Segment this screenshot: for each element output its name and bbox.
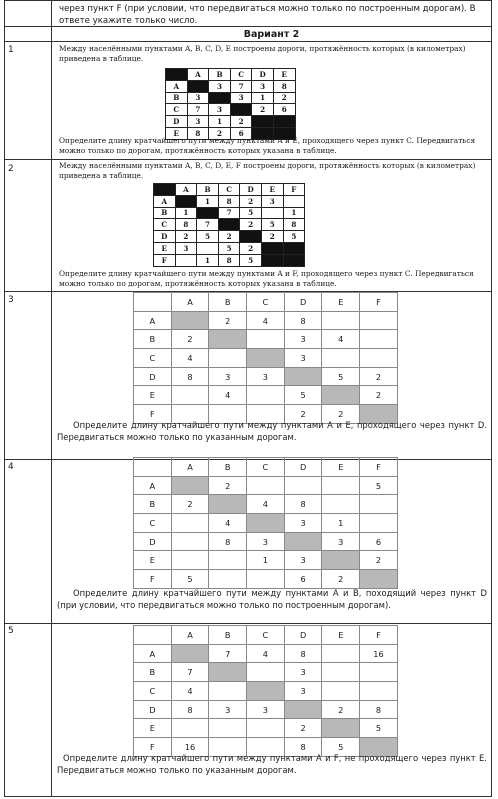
diagonal-cell — [171, 476, 209, 495]
column-header: C — [247, 293, 285, 312]
distance-cell — [209, 570, 247, 589]
row-header: E — [134, 386, 172, 405]
task-number: 1 — [8, 45, 14, 55]
diagonal-cell — [171, 644, 209, 663]
distance-cell: 7 — [171, 663, 209, 682]
distance-cell: 7 — [230, 80, 252, 92]
distance-cell: 2 — [261, 231, 283, 243]
distance-cell: 8 — [360, 700, 398, 719]
row-header: D — [134, 700, 172, 719]
row-header: A — [166, 80, 188, 92]
diagonal-cell — [230, 104, 252, 116]
distance-cell — [360, 311, 398, 330]
distance-cell — [322, 349, 360, 368]
distance-cell: 2 — [252, 104, 274, 116]
task-question: Определите длину кратчайшего пути между пунктами A и F, не проходящего через пункт E. Передвигаться можно только по указанным дорогам. — [57, 753, 487, 775]
distance-cell: 2 — [360, 386, 398, 405]
distance-cell: 3 — [284, 551, 322, 570]
distance-cell: 1 — [283, 207, 305, 219]
table-row — [154, 219, 305, 231]
table-corner-cell — [166, 69, 188, 81]
number-column-divider — [51, 1, 52, 796]
distance-cell: 1 — [322, 514, 360, 533]
diagonal-cell — [209, 495, 247, 514]
column-header: A — [171, 458, 209, 477]
distance-cell: 2 — [360, 551, 398, 570]
distance-cell: 2 — [171, 495, 209, 514]
distance-cell: 8 — [218, 254, 240, 266]
distance-cell: 6 — [273, 104, 295, 116]
distance-cell: 16 — [171, 738, 209, 757]
task-intro: Между населёнными пунктами A, B, C, D, E построены дороги, протяжённость которых (в километрах) приведена в таблице. — [59, 44, 466, 63]
row-header: E — [134, 551, 172, 570]
distance-cell — [247, 330, 285, 349]
row-divider — [5, 159, 491, 160]
distance-cell: 4 — [247, 495, 285, 514]
table-corner-cell — [134, 458, 172, 477]
distance-cell: 4 — [171, 682, 209, 701]
distance-cell: 8 — [284, 738, 322, 757]
task-intro: Между населёнными пунктами A, B, C, D, E, F построены дороги, протяжённость которых (в километрах) приведена в таблице. — [59, 161, 476, 180]
task-number: 5 — [8, 626, 14, 636]
row-header: C — [154, 219, 176, 231]
diagonal-cell — [247, 349, 285, 368]
table-row — [154, 231, 305, 243]
distance-cell — [247, 476, 285, 495]
row-divider — [5, 41, 491, 42]
diagonal-cell — [252, 116, 274, 128]
distance-cell: 3 — [261, 195, 283, 207]
diagonal-cell — [209, 330, 247, 349]
table-row — [134, 514, 398, 533]
column-header: E — [273, 69, 295, 81]
distance-cell: 3 — [284, 349, 322, 368]
table-row — [134, 663, 398, 682]
table-row — [166, 80, 296, 92]
distance-cell: 3 — [187, 116, 209, 128]
distance-cell: 8 — [209, 532, 247, 551]
diagonal-cell — [171, 311, 209, 330]
distance-cell: 6 — [284, 570, 322, 589]
distance-cell: 5 — [218, 242, 240, 254]
distance-cell — [171, 386, 209, 405]
diagonal-cell — [322, 386, 360, 405]
distance-cell: 2 — [171, 330, 209, 349]
distance-cell — [175, 254, 197, 266]
distance-cell: 2 — [322, 700, 360, 719]
task-question: Определите длину кратчайшего пути между пунктами A и B, походящий через пункт D (при условии, что передвигаться можно только по построенным дорогам). — [57, 588, 487, 610]
task-question: Определите длину кратчайшего пути между пунктами A и F, проходящего через пункт C. Передвигаться можно только по дорогам, протяжённость которых указана в таблице. — [59, 269, 474, 288]
distance-cell — [209, 719, 247, 738]
row-header: C — [166, 104, 188, 116]
column-header: D — [252, 69, 274, 81]
distance-table — [133, 457, 398, 589]
distance-cell — [197, 242, 219, 254]
distance-cell — [247, 719, 285, 738]
distance-cell: 2 — [322, 405, 360, 424]
column-header: F — [360, 626, 398, 645]
distance-cell: 3 — [284, 514, 322, 533]
distance-cell: 2 — [360, 367, 398, 386]
distance-cell — [171, 514, 209, 533]
column-header: F — [360, 293, 398, 312]
distance-cell: 1 — [175, 207, 197, 219]
distance-cell — [261, 254, 283, 266]
distance-cell: 8 — [284, 644, 322, 663]
table-row — [166, 92, 296, 104]
row-header: F — [134, 570, 172, 589]
distance-cell: 3 — [175, 242, 197, 254]
distance-cell: 2 — [322, 570, 360, 589]
distance-cell: 7 — [187, 104, 209, 116]
column-header: B — [209, 293, 247, 312]
column-header: C — [247, 626, 285, 645]
column-header: F — [360, 458, 398, 477]
distance-cell — [322, 644, 360, 663]
distance-cell: 4 — [322, 330, 360, 349]
distance-cell: 2 — [230, 116, 252, 128]
previous-task-ending: через пункт F (при условии, что передвигаться можно только по построенным дорогам). В ответе укажите только число. — [59, 4, 476, 26]
distance-cell: 2 — [209, 311, 247, 330]
table-row — [166, 116, 296, 128]
column-header: B — [197, 184, 219, 196]
row-header: B — [166, 92, 188, 104]
distance-cell: 8 — [284, 311, 322, 330]
row-header: A — [134, 311, 172, 330]
distance-cell: 2 — [284, 405, 322, 424]
distance-table — [133, 292, 398, 424]
distance-cell — [360, 495, 398, 514]
table-corner-cell — [134, 293, 172, 312]
diagonal-cell — [283, 254, 305, 266]
distance-cell: 5 — [322, 738, 360, 757]
row-header: B — [134, 495, 172, 514]
table-row — [134, 682, 398, 701]
diagonal-cell — [284, 367, 322, 386]
distance-cell: 7 — [209, 644, 247, 663]
diagonal-cell — [209, 92, 231, 104]
column-header: D — [284, 293, 322, 312]
distance-cell — [247, 386, 285, 405]
column-header: A — [171, 626, 209, 645]
row-header: B — [134, 330, 172, 349]
distance-cell — [171, 551, 209, 570]
column-header: A — [171, 293, 209, 312]
worksheet — [4, 0, 492, 797]
distance-cell — [360, 514, 398, 533]
distance-cell: 8 — [218, 195, 240, 207]
table-row — [154, 195, 305, 207]
table-row — [154, 207, 305, 219]
distance-cell: 3 — [209, 700, 247, 719]
distance-cell — [209, 682, 247, 701]
distance-cell — [322, 311, 360, 330]
task-number: 4 — [8, 462, 14, 472]
table-corner-cell — [134, 626, 172, 645]
distance-cell: 1 — [247, 551, 285, 570]
row-divider — [5, 623, 491, 624]
row-header: E — [154, 242, 176, 254]
diagonal-cell — [322, 551, 360, 570]
distance-cell: 5 — [360, 719, 398, 738]
distance-cell: 5 — [360, 476, 398, 495]
distance-cell: 2 — [240, 219, 262, 231]
distance-cell: 4 — [171, 349, 209, 368]
column-header: C — [218, 184, 240, 196]
distance-cell — [322, 476, 360, 495]
diagonal-cell — [284, 700, 322, 719]
column-header: D — [284, 626, 322, 645]
column-header: F — [283, 184, 305, 196]
column-header: D — [240, 184, 262, 196]
distance-cell: 3 — [247, 367, 285, 386]
diagonal-cell — [247, 682, 285, 701]
distance-cell: 2 — [273, 92, 295, 104]
diagonal-cell — [218, 219, 240, 231]
distance-cell — [360, 663, 398, 682]
diagonal-cell — [240, 231, 262, 243]
distance-cell — [171, 719, 209, 738]
table-row — [134, 700, 398, 719]
table-row — [134, 386, 398, 405]
diagonal-cell — [247, 514, 285, 533]
row-header: C — [134, 514, 172, 533]
distance-cell — [247, 663, 285, 682]
distance-cell: 2 — [218, 231, 240, 243]
diagonal-cell — [197, 207, 219, 219]
distance-cell: 3 — [252, 80, 274, 92]
distance-cell: 1 — [197, 195, 219, 207]
distance-cell: 4 — [209, 514, 247, 533]
table-row — [134, 367, 398, 386]
distance-cell: 3 — [247, 532, 285, 551]
row-header: F — [154, 254, 176, 266]
distance-cell — [283, 242, 305, 254]
distance-cell: 4 — [247, 311, 285, 330]
table-row — [134, 330, 398, 349]
distance-cell: 3 — [209, 367, 247, 386]
table-header-row — [166, 69, 296, 81]
distance-cell — [209, 551, 247, 570]
distance-cell: 2 — [209, 476, 247, 495]
diagonal-cell — [209, 663, 247, 682]
table-row — [134, 719, 398, 738]
distance-cell: 5 — [240, 207, 262, 219]
distance-cell: 6 — [230, 127, 252, 139]
row-header: D — [134, 367, 172, 386]
row-header: B — [134, 663, 172, 682]
table-corner-cell — [154, 184, 176, 196]
distance-cell: 2 — [175, 231, 197, 243]
column-header: C — [247, 458, 285, 477]
distance-cell: 8 — [175, 219, 197, 231]
table-row — [134, 532, 398, 551]
table-header-row — [134, 293, 398, 312]
distance-cell: 3 — [284, 663, 322, 682]
diagonal-cell — [187, 80, 209, 92]
distance-cell: 3 — [230, 92, 252, 104]
row-header: F — [134, 405, 172, 424]
row-header: C — [134, 349, 172, 368]
table-row — [154, 242, 305, 254]
task-question: Определите длину кратчайшего пути между пунктами A и E, проходящего через пункт D. Передвигаться можно только по указанным дорогам. — [57, 420, 487, 442]
table-row — [134, 570, 398, 589]
column-header: E — [261, 184, 283, 196]
column-header: B — [209, 626, 247, 645]
table-header-row — [134, 458, 398, 477]
distance-cell: 8 — [273, 80, 295, 92]
column-header: E — [322, 458, 360, 477]
table-row — [134, 311, 398, 330]
column-header: B — [209, 458, 247, 477]
column-header: B — [209, 69, 231, 81]
distance-cell: 6 — [360, 532, 398, 551]
distance-cell — [322, 682, 360, 701]
row-header: C — [134, 682, 172, 701]
distance-cell: 8 — [171, 700, 209, 719]
distance-cell: 3 — [322, 532, 360, 551]
table-header-row — [154, 184, 305, 196]
distance-table — [153, 183, 305, 267]
table-row — [134, 476, 398, 495]
row-header: A — [154, 195, 176, 207]
diagonal-cell — [322, 719, 360, 738]
table-row — [154, 254, 305, 266]
distance-cell — [247, 570, 285, 589]
column-header: E — [322, 626, 360, 645]
table-header-row — [134, 626, 398, 645]
distance-cell: 5 — [283, 231, 305, 243]
distance-cell: 8 — [171, 367, 209, 386]
distance-cell: 4 — [247, 644, 285, 663]
task-number: 3 — [8, 295, 14, 305]
distance-cell — [322, 663, 360, 682]
distance-cell: 5 — [261, 219, 283, 231]
diagonal-cell — [261, 242, 283, 254]
table-row — [166, 104, 296, 116]
task-question: Определите длину кратчайшего пути между пунктами A и E, проходящего через пункт C. Передвигаться можно только по дорогам, протяжённость которых указана в таблице. — [59, 136, 476, 155]
row-header: E — [166, 127, 188, 139]
distance-cell: 3 — [284, 682, 322, 701]
row-header: D — [134, 532, 172, 551]
distance-cell: 7 — [218, 207, 240, 219]
table-row — [134, 551, 398, 570]
distance-cell — [171, 532, 209, 551]
distance-cell — [273, 116, 295, 128]
distance-cell: 1 — [197, 254, 219, 266]
distance-cell: 1 — [209, 116, 231, 128]
distance-cell: 8 — [283, 219, 305, 231]
row-header: A — [134, 476, 172, 495]
distance-cell: 3 — [209, 104, 231, 116]
distance-cell — [360, 330, 398, 349]
distance-cell — [360, 349, 398, 368]
row-header: A — [134, 644, 172, 663]
distance-cell: 3 — [284, 330, 322, 349]
distance-cell: 5 — [197, 231, 219, 243]
distance-cell: 5 — [322, 367, 360, 386]
distance-cell: 2 — [284, 719, 322, 738]
distance-cell: 3 — [187, 92, 209, 104]
column-header: D — [284, 458, 322, 477]
distance-cell: 5 — [240, 254, 262, 266]
task-number: 2 — [8, 164, 14, 174]
distance-cell: 8 — [284, 495, 322, 514]
distance-table — [133, 625, 398, 757]
distance-cell: 5 — [171, 570, 209, 589]
distance-cell: 2 — [240, 195, 262, 207]
row-header: D — [154, 231, 176, 243]
distance-cell: 3 — [209, 80, 231, 92]
column-header: E — [322, 293, 360, 312]
distance-cell — [261, 207, 283, 219]
distance-cell — [322, 495, 360, 514]
distance-cell: 3 — [247, 700, 285, 719]
distance-cell: 2 — [209, 127, 231, 139]
row-header: F — [134, 738, 172, 757]
table-row — [134, 495, 398, 514]
distance-cell — [209, 349, 247, 368]
row-header: D — [166, 116, 188, 128]
row-header: E — [134, 719, 172, 738]
distance-cell: 1 — [252, 92, 274, 104]
distance-cell — [360, 682, 398, 701]
column-header: C — [230, 69, 252, 81]
diagonal-cell — [175, 195, 197, 207]
table-row — [134, 349, 398, 368]
distance-cell: 5 — [284, 386, 322, 405]
table-row — [134, 644, 398, 663]
distance-cell: 4 — [209, 386, 247, 405]
variant-title: Вариант 2 — [243, 29, 300, 40]
diagonal-cell — [360, 570, 398, 589]
distance-cell: 8 — [187, 127, 209, 139]
column-header: A — [175, 184, 197, 196]
distance-table — [165, 68, 296, 140]
column-header: A — [187, 69, 209, 81]
row-header: B — [154, 207, 176, 219]
distance-cell: 16 — [360, 644, 398, 663]
distance-cell — [283, 195, 305, 207]
distance-cell: 2 — [240, 242, 262, 254]
distance-cell: 7 — [197, 219, 219, 231]
diagonal-cell — [284, 532, 322, 551]
distance-cell — [284, 476, 322, 495]
